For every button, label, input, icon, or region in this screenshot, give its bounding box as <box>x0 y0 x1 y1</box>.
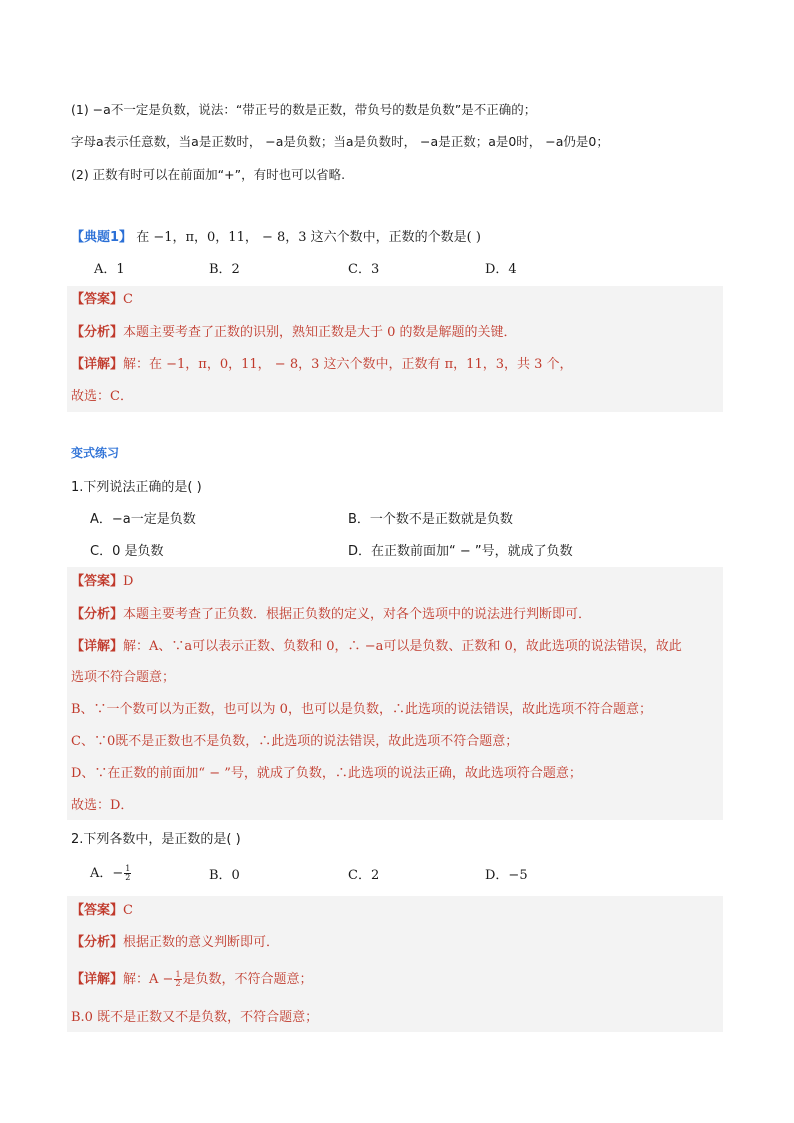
q1-detail-tag: 【详解】 <box>71 639 124 654</box>
example-option-c: C．3 <box>348 262 380 277</box>
analysis-tag: 【分析】 <box>71 325 124 340</box>
q2-analysis-row <box>71 934 279 952</box>
q1-detail-text-1: 解：A、∵a可以表示正数、负数和 0，∴ −a可以是负数、正数和 0，故此选项的说法错误，故此 <box>123 639 682 654</box>
section-title: 变式练习 <box>71 446 120 460</box>
q2-detail-tag: 【详解】 <box>71 972 124 987</box>
q1-option-a: A．−a一定是负数 <box>90 512 196 527</box>
q1-analysis-row <box>71 606 591 624</box>
fraction-numerator: 1 <box>125 864 131 873</box>
example-1-solution-box <box>67 286 723 412</box>
q2-detail-fraction <box>174 971 181 988</box>
q1-option-d: D．在正数前面加“ − ”号，就成了负数 <box>348 544 573 559</box>
fraction-denominator: 2 <box>125 873 131 882</box>
q1-option-b: B．一个数不是正数就是负数 <box>348 512 513 527</box>
q2-detail-fraction-denominator: 2 <box>175 979 181 988</box>
q1-detail-row-1 <box>71 638 682 656</box>
q1-analysis-text: 本题主要考查了正负数．根据正负数的定义，对各个选项中的说法进行判断即可． <box>123 607 592 622</box>
note-line-1: (1) −a不一定是负数，说法：“带正号的数是正数，带负号的数是负数”是不正确的； <box>71 102 537 117</box>
detail-row-2: 故选：C． <box>71 389 133 404</box>
q1-analysis-tag: 【分析】 <box>71 607 124 622</box>
q1-detail-row-2: 选项不符合题意； <box>71 670 176 685</box>
q2-detail-row-1 <box>71 971 313 989</box>
q2-option-b: B．0 <box>209 868 240 883</box>
q1-question: 1.下列说法正确的是( ) <box>71 480 202 495</box>
q1-answer-row <box>71 573 133 591</box>
detail-text-1: 解：在 −1，π，0，11， − 8，3 这六个数中，正数有 π，11，3，共 3 个， <box>123 357 573 372</box>
q2-analysis-tag: 【分析】 <box>71 935 124 950</box>
q2-detail-row-2: B.0 既不是正数又不是负数，不符合题意； <box>71 1010 319 1025</box>
answer-tag: 【答案】 <box>71 292 124 307</box>
q2-solution-box <box>67 896 723 1032</box>
q2-option-c: C．2 <box>348 868 380 883</box>
q2-option-a <box>90 865 132 883</box>
q2-answer-value: C <box>123 903 133 918</box>
fraction <box>124 865 131 882</box>
note-line-2: 字母a表示任意数，当a是正数时， −a是负数；当a是负数时， −a是正数；a是0时， −a仍是0； <box>71 134 609 149</box>
answer-value: C <box>123 292 133 307</box>
detail-tag: 【详解】 <box>71 357 124 372</box>
detail-row-1 <box>71 356 573 374</box>
note-line-3: (2) 正数有时可以在前面加“+”，有时也可以省略. <box>71 167 346 182</box>
q1-detail-row-5: D、∵在正数的前面加“ − ”号，就成了负数，∴此选项的说法正确，故此选项符合题意； <box>71 766 582 781</box>
analysis-text: 本题主要考查了正数的识别，熟知正数是大于 0 的数是解题的关键． <box>123 325 517 340</box>
analysis-row <box>71 324 517 342</box>
example-label: 【典题1】 <box>71 230 133 245</box>
q2-option-a-prefix: A．− <box>90 866 124 881</box>
example-question-text: 在 −1，π，0，11， − 8，3 这六个数中，正数的个数是( ) <box>136 230 481 245</box>
q2-detail-suffix: 是负数，不符合题意； <box>182 972 313 987</box>
example-1-question <box>71 229 481 247</box>
example-option-a: A．1 <box>94 262 125 277</box>
q2-answer-row <box>71 902 133 920</box>
q1-detail-row-6: 故选：D． <box>71 798 134 813</box>
example-option-b: B．2 <box>209 262 240 277</box>
q2-detail-fraction-numerator: 1 <box>175 970 181 979</box>
q1-detail-row-3: B、∵一个数可以为正数，也可以为 0，也可以是负数，∴此选项的说法错误，故此选项不符合题意； <box>71 702 652 717</box>
q2-option-d: D．−5 <box>485 868 528 883</box>
q1-answer-tag: 【答案】 <box>71 574 124 589</box>
answer-row <box>71 291 133 309</box>
q1-solution-box <box>67 567 723 820</box>
q2-question: 2.下列各数中，是正数的是( ) <box>71 832 241 847</box>
q1-answer-value: D <box>123 574 134 589</box>
q2-analysis-text: 根据正数的意义判断即可． <box>123 935 280 950</box>
q1-option-c: C．0 是负数 <box>90 544 164 559</box>
q2-answer-tag: 【答案】 <box>71 903 124 918</box>
example-option-d: D．4 <box>485 262 517 277</box>
q1-detail-row-4: C、∵0既不是正数也不是负数，∴此选项的说法错误，故此选项不符合题意； <box>71 734 519 749</box>
q2-detail-prefix: 解：A − <box>123 972 174 987</box>
